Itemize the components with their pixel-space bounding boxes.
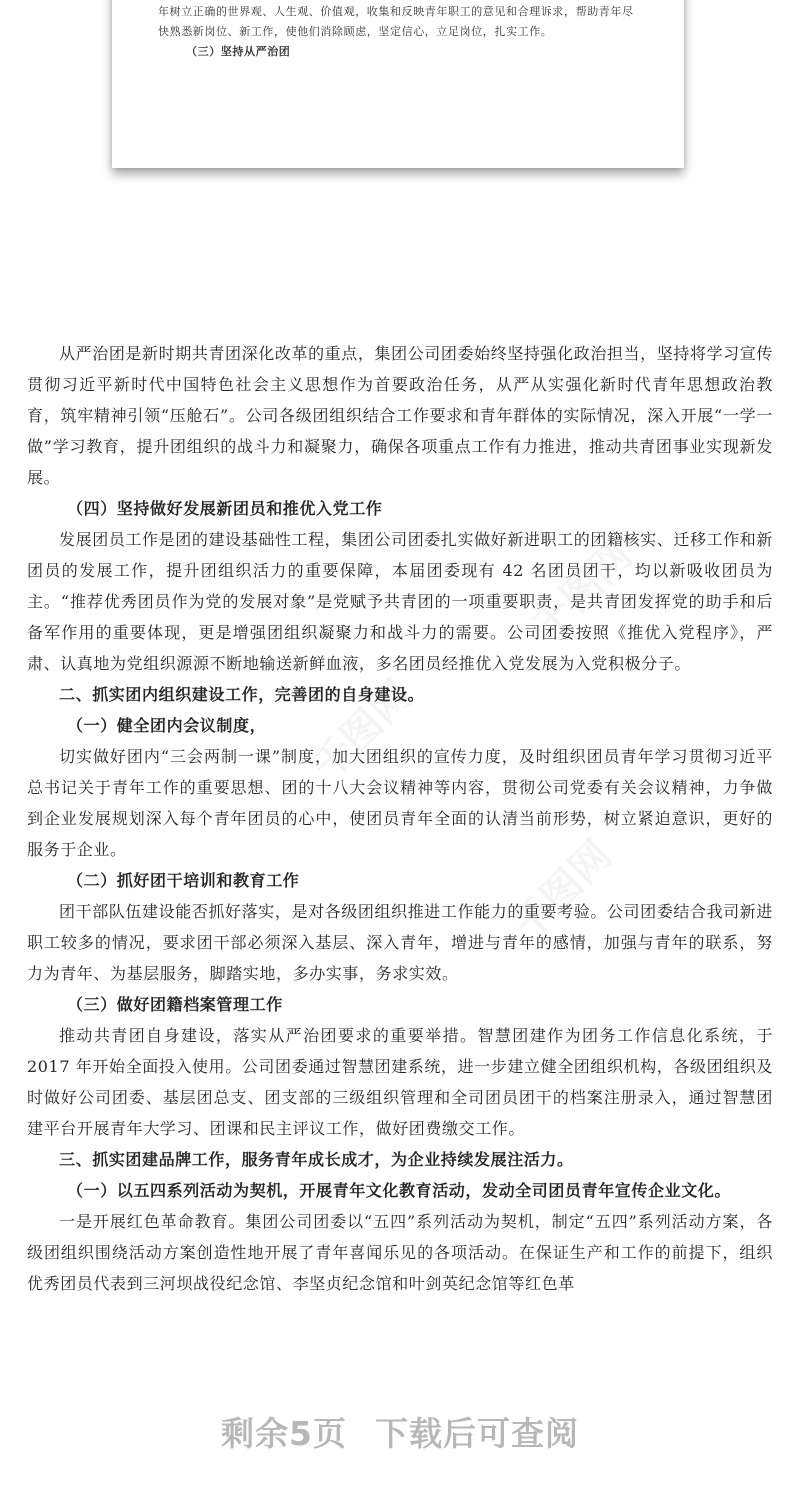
download-to-view-label[interactable]: 下载后可查阅 [374,1414,579,1453]
section-heading: （三）做好团籍档案管理工作 [67,995,283,1014]
paragraph: 发展团员工作是团的建设基础性工程，集团公司团委扎实做好新进职工的团籍核实、迁移工作和新团员的发展工作，提升团组织活力的重要保障，本届团委现有 42 名团员团干，均以新吸收团员为主。“推荐优秀团员作为党的发展对象”是党赋予共青团的一项重要职责，是共青团发挥党的助手和后备军作用的重要体现，更是增强团组织凝聚力和战斗力的需要。公司团委按照《推优入党程序》，严肃、认真地为党组织源源不断地输送新鲜血液，多名团员经推优入党发展为入党积极分子。 [27,530,773,673]
paragraph: 团干部队伍建设能否抓好落实，是对各级团组织推进工作能力的重要考验。公司团委结合我司新进职工较多的情况，要求团干部必须深入基层、深入青年，增进与青年的感情，加强与青年的联系，努力为青年、为基层服务，脚踏实地，多办实事，务求实效。 [27,902,773,983]
section-heading: （一）以五四系列活动为契机，开展青年文化教育活动，发动全司团员青年宣传企业文化。 [67,1181,732,1200]
paragraph: 切实做好团内“三会两制一课”制度，加大团组织的宣传力度，及时组织团员青年学习贯彻习近平总书记关于青年工作的重要思想、团的十八大会议精神等内容，贯彻公司党委有关会议精神，力争做到企业发展规划深入每个青年团员的心中，使团员青年全面的认清当前形势，树立紧迫意识，更好的服务于企业。 [27,747,773,859]
remaining-pages-label: 剩余5页 [221,1414,347,1453]
preview-heading: （三）坚持从严治团 [186,45,291,58]
document-body [27,338,773,1299]
chapter-heading: 三、抓实团建品牌工作，服务青年成长成才，为企业持续发展注活力。 [59,1150,574,1169]
section-heading: （二）抓好团干培训和教育工作 [67,871,300,890]
paragraph: 推动共青团自身建设，落实从严治团要求的重要举措。智慧团建作为团务工作信息化系统，于 2017 年开始全面投入使用。公司团委通过智慧团建系统，进一步建立健全团组织机构，各级团组织及时做好公司团委、基层团总支、团支部的三级组织管理和全司团员团干的档案注册录入，通过智慧团建平台开展青年大学习、团课和民主评议工作，做好团费缴交工作。 [27,1026,774,1138]
download-prompt[interactable] [0,1408,800,1455]
preview-text [158,2,658,62]
section-heading: （四）坚持做好发展新团员和推优入党工作 [67,499,383,518]
preview-line: 快熟悉新岗位、新工作，使他们消除顾虑，坚定信心，立足岗位，扎实工作。 [158,25,553,38]
section-heading: （一）健全团内会议制度， [67,716,267,735]
document-preview-card [112,0,684,168]
chapter-heading: 二、抓实团内组织建设工作，完善团的自身建设。 [59,685,425,704]
preview-line: 年树立正确的世界观、人生观、价值观，收集和反映青年职工的意见和合理诉求，帮助青年尽 [158,5,634,18]
paragraph: 从严治团是新时期共青团深化改革的重点，集团公司团委始终坚持强化政治担当，坚持将学习宣传贯彻习近平新时代中国特色社会主义思想作为首要政治任务，从严从实强化新时代青年思想政治教育，筑牢精神引领“压舱石”。公司各级团组织结合工作要求和青年群体的实际情况，深入开展“一学一做”学习教育，提升团组织的战斗力和凝聚力，确保各项重点工作有力推进，推动共青团事业实现新发展。 [27,344,773,487]
paragraph: 一是开展红色革命教育。集团公司团委以“五四”系列活动为契机，制定“五四”系列活动方案，各级团组织围绕活动方案创造性地开展了青年喜闻乐见的各项活动。在保证生产和工作的前提下，组织优秀团员代表到三河坝战役纪念馆、李坚贞纪念馆和叶剑英纪念馆等红色革 [27,1212,773,1293]
